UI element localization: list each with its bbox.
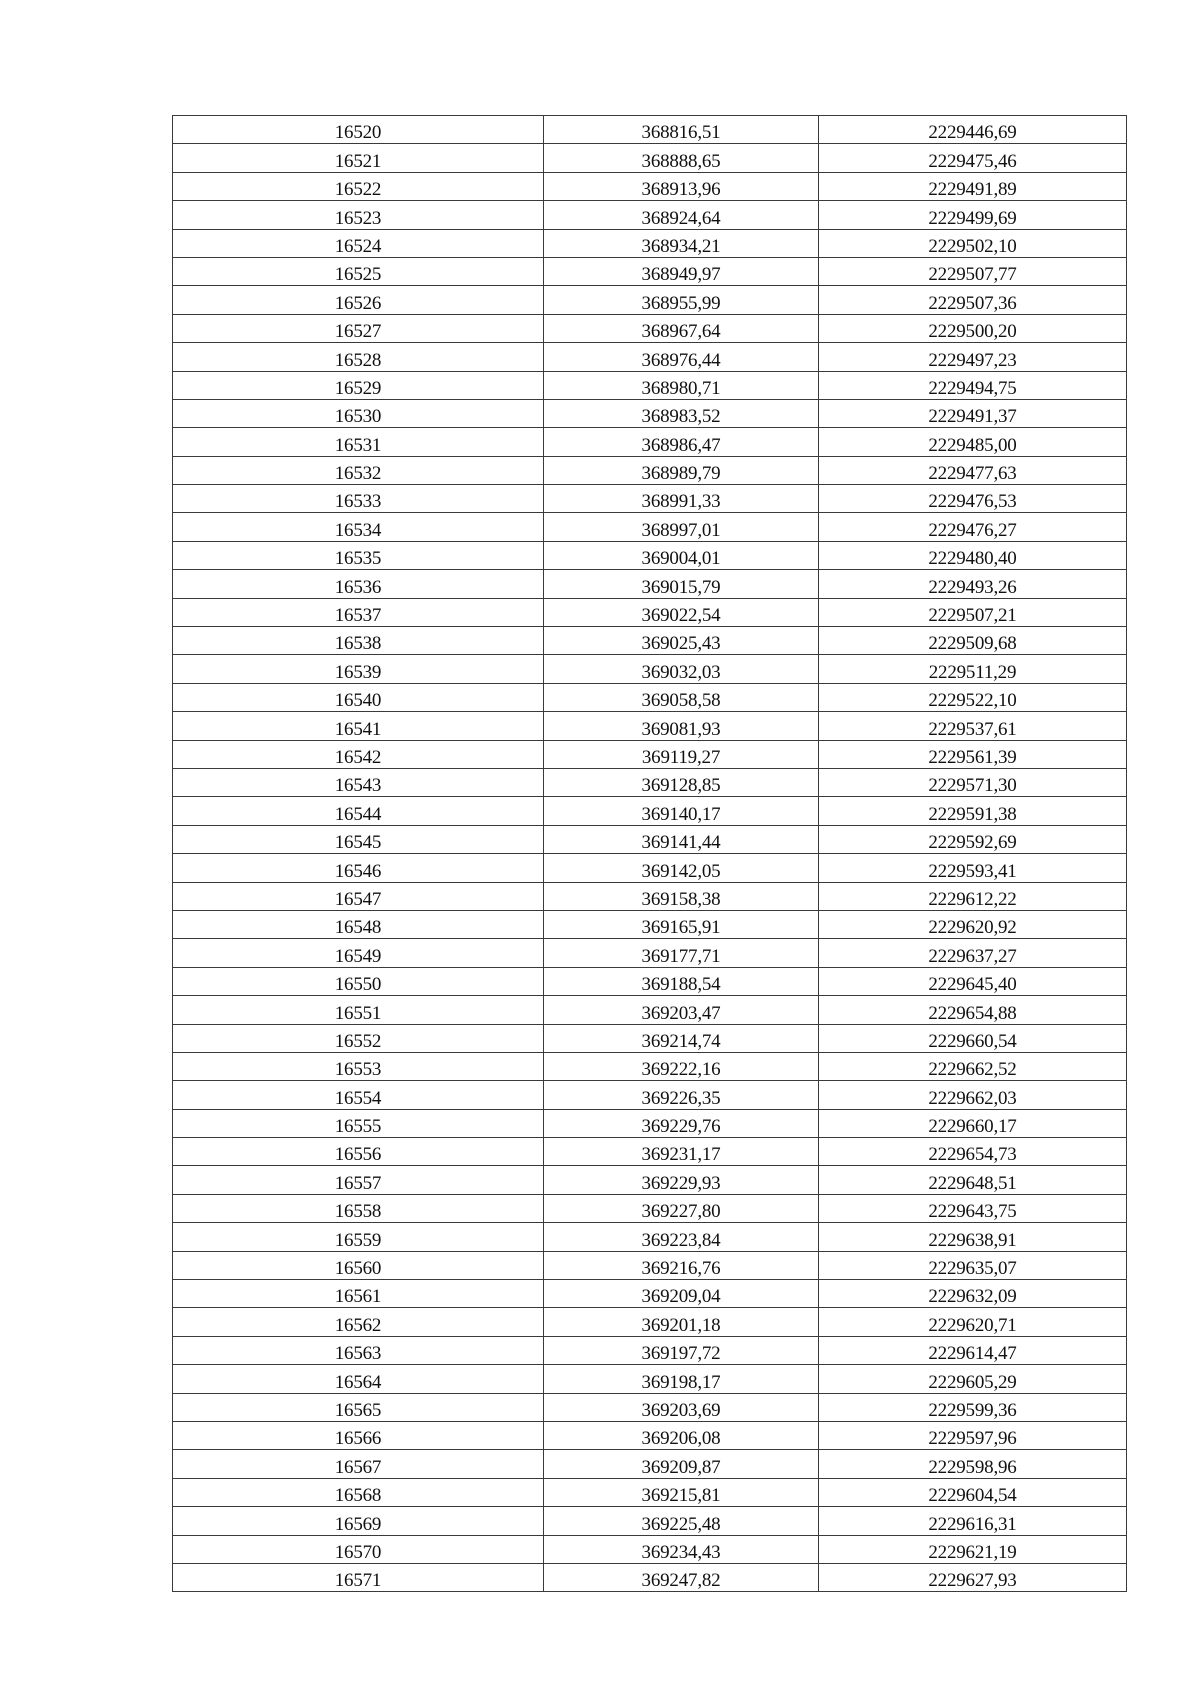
y-coordinate-cell: 2229476,53 <box>819 485 1127 513</box>
table-row <box>173 570 1127 598</box>
x-coordinate-cell: 369247,82 <box>544 1563 819 1591</box>
y-coordinate-cell: 2229476,27 <box>819 513 1127 541</box>
table-row <box>173 854 1127 882</box>
table-row <box>173 1393 1127 1421</box>
point-number-cell: 16534 <box>173 513 544 541</box>
x-coordinate-cell: 369022,54 <box>544 598 819 626</box>
y-coordinate-cell: 2229654,88 <box>819 996 1127 1024</box>
point-number-cell: 16554 <box>173 1081 544 1109</box>
y-coordinate-cell: 2229591,38 <box>819 797 1127 825</box>
y-coordinate-cell: 2229660,54 <box>819 1024 1127 1052</box>
table-row <box>173 1308 1127 1336</box>
table-row <box>173 1024 1127 1052</box>
point-number-cell: 16549 <box>173 939 544 967</box>
y-coordinate-cell: 2229592,69 <box>819 825 1127 853</box>
table-row <box>173 797 1127 825</box>
table-row <box>173 1421 1127 1449</box>
point-number-cell: 16521 <box>173 144 544 172</box>
point-number-cell: 16571 <box>173 1563 544 1591</box>
x-coordinate-cell: 369177,71 <box>544 939 819 967</box>
y-coordinate-cell: 2229522,10 <box>819 683 1127 711</box>
x-coordinate-cell: 368991,33 <box>544 485 819 513</box>
point-number-cell: 16524 <box>173 229 544 257</box>
table-row <box>173 286 1127 314</box>
x-coordinate-cell: 369215,81 <box>544 1478 819 1506</box>
y-coordinate-cell: 2229620,92 <box>819 910 1127 938</box>
y-coordinate-cell: 2229638,91 <box>819 1223 1127 1251</box>
point-number-cell: 16531 <box>173 428 544 456</box>
point-number-cell: 16569 <box>173 1507 544 1535</box>
point-number-cell: 16527 <box>173 314 544 342</box>
x-coordinate-cell: 368967,64 <box>544 314 819 342</box>
table-row <box>173 1365 1127 1393</box>
table-row <box>173 201 1127 229</box>
point-number-cell: 16536 <box>173 570 544 598</box>
point-number-cell: 16539 <box>173 655 544 683</box>
point-number-cell: 16544 <box>173 797 544 825</box>
x-coordinate-cell: 369128,85 <box>544 768 819 796</box>
y-coordinate-cell: 2229477,63 <box>819 456 1127 484</box>
x-coordinate-cell: 368888,65 <box>544 144 819 172</box>
x-coordinate-cell: 369142,05 <box>544 854 819 882</box>
point-number-cell: 16568 <box>173 1478 544 1506</box>
point-number-cell: 16545 <box>173 825 544 853</box>
table-row <box>173 910 1127 938</box>
table-row <box>173 343 1127 371</box>
point-number-cell: 16567 <box>173 1450 544 1478</box>
table-row <box>173 825 1127 853</box>
table-row <box>173 967 1127 995</box>
x-coordinate-cell: 369209,87 <box>544 1450 819 1478</box>
y-coordinate-cell: 2229598,96 <box>819 1450 1127 1478</box>
y-coordinate-cell: 2229593,41 <box>819 854 1127 882</box>
y-coordinate-cell: 2229571,30 <box>819 768 1127 796</box>
x-coordinate-cell: 369229,76 <box>544 1109 819 1137</box>
point-number-cell: 16537 <box>173 598 544 626</box>
x-coordinate-cell: 369025,43 <box>544 627 819 655</box>
point-number-cell: 16558 <box>173 1194 544 1222</box>
y-coordinate-cell: 2229654,73 <box>819 1138 1127 1166</box>
x-coordinate-cell: 368934,21 <box>544 229 819 257</box>
point-number-cell: 16570 <box>173 1535 544 1563</box>
point-number-cell: 16562 <box>173 1308 544 1336</box>
table-row <box>173 1251 1127 1279</box>
x-coordinate-cell: 369234,43 <box>544 1535 819 1563</box>
point-number-cell: 16523 <box>173 201 544 229</box>
y-coordinate-cell: 2229561,39 <box>819 740 1127 768</box>
y-coordinate-cell: 2229599,36 <box>819 1393 1127 1421</box>
point-number-cell: 16540 <box>173 683 544 711</box>
table-row <box>173 1223 1127 1251</box>
point-number-cell: 16533 <box>173 485 544 513</box>
point-number-cell: 16566 <box>173 1421 544 1449</box>
table-row <box>173 485 1127 513</box>
point-number-cell: 16555 <box>173 1109 544 1137</box>
y-coordinate-cell: 2229502,10 <box>819 229 1127 257</box>
x-coordinate-cell: 369214,74 <box>544 1024 819 1052</box>
point-number-cell: 16559 <box>173 1223 544 1251</box>
x-coordinate-cell: 368924,64 <box>544 201 819 229</box>
x-coordinate-cell: 369188,54 <box>544 967 819 995</box>
coordinates-table <box>172 115 1127 1592</box>
point-number-cell: 16535 <box>173 541 544 569</box>
x-coordinate-cell: 369222,16 <box>544 1052 819 1080</box>
table-row <box>173 1280 1127 1308</box>
y-coordinate-cell: 2229497,23 <box>819 343 1127 371</box>
point-number-cell: 16557 <box>173 1166 544 1194</box>
table-row <box>173 683 1127 711</box>
point-number-cell: 16522 <box>173 172 544 200</box>
x-coordinate-cell: 368816,51 <box>544 116 819 144</box>
x-coordinate-cell: 369225,48 <box>544 1507 819 1535</box>
point-number-cell: 16561 <box>173 1280 544 1308</box>
y-coordinate-cell: 2229643,75 <box>819 1194 1127 1222</box>
y-coordinate-cell: 2229509,68 <box>819 627 1127 655</box>
y-coordinate-cell: 2229491,89 <box>819 172 1127 200</box>
point-number-cell: 16563 <box>173 1336 544 1364</box>
y-coordinate-cell: 2229637,27 <box>819 939 1127 967</box>
point-number-cell: 16530 <box>173 399 544 427</box>
table-row <box>173 144 1127 172</box>
x-coordinate-cell: 369141,44 <box>544 825 819 853</box>
table-row <box>173 257 1127 285</box>
table-row <box>173 939 1127 967</box>
y-coordinate-cell: 2229493,26 <box>819 570 1127 598</box>
table-row <box>173 541 1127 569</box>
x-coordinate-cell: 369015,79 <box>544 570 819 598</box>
x-coordinate-cell: 369119,27 <box>544 740 819 768</box>
table-row <box>173 740 1127 768</box>
x-coordinate-cell: 369140,17 <box>544 797 819 825</box>
point-number-cell: 16551 <box>173 996 544 1024</box>
x-coordinate-cell: 369165,91 <box>544 910 819 938</box>
table-row <box>173 229 1127 257</box>
y-coordinate-cell: 2229627,93 <box>819 1563 1127 1591</box>
table-row <box>173 1052 1127 1080</box>
table-row <box>173 513 1127 541</box>
point-number-cell: 16541 <box>173 712 544 740</box>
x-coordinate-cell: 369226,35 <box>544 1081 819 1109</box>
table-row <box>173 598 1127 626</box>
table-row <box>173 116 1127 144</box>
x-coordinate-cell: 369004,01 <box>544 541 819 569</box>
x-coordinate-cell: 368997,01 <box>544 513 819 541</box>
table-row <box>173 655 1127 683</box>
y-coordinate-cell: 2229635,07 <box>819 1251 1127 1279</box>
x-coordinate-cell: 368913,96 <box>544 172 819 200</box>
x-coordinate-cell: 368949,97 <box>544 257 819 285</box>
point-number-cell: 16547 <box>173 882 544 910</box>
y-coordinate-cell: 2229537,61 <box>819 712 1127 740</box>
point-number-cell: 16556 <box>173 1138 544 1166</box>
table-row <box>173 399 1127 427</box>
y-coordinate-cell: 2229507,36 <box>819 286 1127 314</box>
y-coordinate-cell: 2229604,54 <box>819 1478 1127 1506</box>
y-coordinate-cell: 2229480,40 <box>819 541 1127 569</box>
point-number-cell: 16546 <box>173 854 544 882</box>
point-number-cell: 16538 <box>173 627 544 655</box>
x-coordinate-cell: 369032,03 <box>544 655 819 683</box>
y-coordinate-cell: 2229499,69 <box>819 201 1127 229</box>
table-row <box>173 1081 1127 1109</box>
x-coordinate-cell: 369201,18 <box>544 1308 819 1336</box>
table-row <box>173 1138 1127 1166</box>
point-number-cell: 16529 <box>173 371 544 399</box>
y-coordinate-cell: 2229648,51 <box>819 1166 1127 1194</box>
point-number-cell: 16548 <box>173 910 544 938</box>
table-row <box>173 1507 1127 1535</box>
table-row <box>173 627 1127 655</box>
point-number-cell: 16550 <box>173 967 544 995</box>
point-number-cell: 16560 <box>173 1251 544 1279</box>
table-row <box>173 1109 1127 1137</box>
table-row <box>173 1166 1127 1194</box>
table-row <box>173 1535 1127 1563</box>
y-coordinate-cell: 2229475,46 <box>819 144 1127 172</box>
y-coordinate-cell: 2229507,77 <box>819 257 1127 285</box>
y-coordinate-cell: 2229645,40 <box>819 967 1127 995</box>
point-number-cell: 16543 <box>173 768 544 796</box>
x-coordinate-cell: 368986,47 <box>544 428 819 456</box>
x-coordinate-cell: 369158,38 <box>544 882 819 910</box>
y-coordinate-cell: 2229500,20 <box>819 314 1127 342</box>
table-row <box>173 428 1127 456</box>
table-row <box>173 371 1127 399</box>
x-coordinate-cell: 369216,76 <box>544 1251 819 1279</box>
y-coordinate-cell: 2229662,52 <box>819 1052 1127 1080</box>
point-number-cell: 16526 <box>173 286 544 314</box>
y-coordinate-cell: 2229614,47 <box>819 1336 1127 1364</box>
y-coordinate-cell: 2229446,69 <box>819 116 1127 144</box>
coordinates-table-body <box>173 116 1127 1592</box>
y-coordinate-cell: 2229494,75 <box>819 371 1127 399</box>
x-coordinate-cell: 369058,58 <box>544 683 819 711</box>
point-number-cell: 16542 <box>173 740 544 768</box>
table-row <box>173 712 1127 740</box>
point-number-cell: 16520 <box>173 116 544 144</box>
y-coordinate-cell: 2229485,00 <box>819 428 1127 456</box>
x-coordinate-cell: 369229,93 <box>544 1166 819 1194</box>
x-coordinate-cell: 368955,99 <box>544 286 819 314</box>
x-coordinate-cell: 369198,17 <box>544 1365 819 1393</box>
table-row <box>173 996 1127 1024</box>
y-coordinate-cell: 2229660,17 <box>819 1109 1127 1137</box>
table-row <box>173 172 1127 200</box>
x-coordinate-cell: 368989,79 <box>544 456 819 484</box>
x-coordinate-cell: 369231,17 <box>544 1138 819 1166</box>
y-coordinate-cell: 2229620,71 <box>819 1308 1127 1336</box>
y-coordinate-cell: 2229605,29 <box>819 1365 1127 1393</box>
y-coordinate-cell: 2229507,21 <box>819 598 1127 626</box>
y-coordinate-cell: 2229632,09 <box>819 1280 1127 1308</box>
y-coordinate-cell: 2229616,31 <box>819 1507 1127 1535</box>
x-coordinate-cell: 369197,72 <box>544 1336 819 1364</box>
y-coordinate-cell: 2229491,37 <box>819 399 1127 427</box>
point-number-cell: 16553 <box>173 1052 544 1080</box>
point-number-cell: 16565 <box>173 1393 544 1421</box>
table-row <box>173 1478 1127 1506</box>
x-coordinate-cell: 369209,04 <box>544 1280 819 1308</box>
x-coordinate-cell: 369203,69 <box>544 1393 819 1421</box>
x-coordinate-cell: 368983,52 <box>544 399 819 427</box>
x-coordinate-cell: 369206,08 <box>544 1421 819 1449</box>
y-coordinate-cell: 2229511,29 <box>819 655 1127 683</box>
x-coordinate-cell: 369203,47 <box>544 996 819 1024</box>
x-coordinate-cell: 368980,71 <box>544 371 819 399</box>
table-row <box>173 1450 1127 1478</box>
point-number-cell: 16528 <box>173 343 544 371</box>
point-number-cell: 16564 <box>173 1365 544 1393</box>
y-coordinate-cell: 2229621,19 <box>819 1535 1127 1563</box>
table-row <box>173 1194 1127 1222</box>
point-number-cell: 16532 <box>173 456 544 484</box>
y-coordinate-cell: 2229662,03 <box>819 1081 1127 1109</box>
x-coordinate-cell: 369223,84 <box>544 1223 819 1251</box>
table-row <box>173 768 1127 796</box>
y-coordinate-cell: 2229597,96 <box>819 1421 1127 1449</box>
x-coordinate-cell: 368976,44 <box>544 343 819 371</box>
x-coordinate-cell: 369081,93 <box>544 712 819 740</box>
table-row <box>173 1563 1127 1591</box>
x-coordinate-cell: 369227,80 <box>544 1194 819 1222</box>
table-row <box>173 1336 1127 1364</box>
y-coordinate-cell: 2229612,22 <box>819 882 1127 910</box>
table-row <box>173 314 1127 342</box>
table-row <box>173 456 1127 484</box>
table-row <box>173 882 1127 910</box>
point-number-cell: 16552 <box>173 1024 544 1052</box>
point-number-cell: 16525 <box>173 257 544 285</box>
